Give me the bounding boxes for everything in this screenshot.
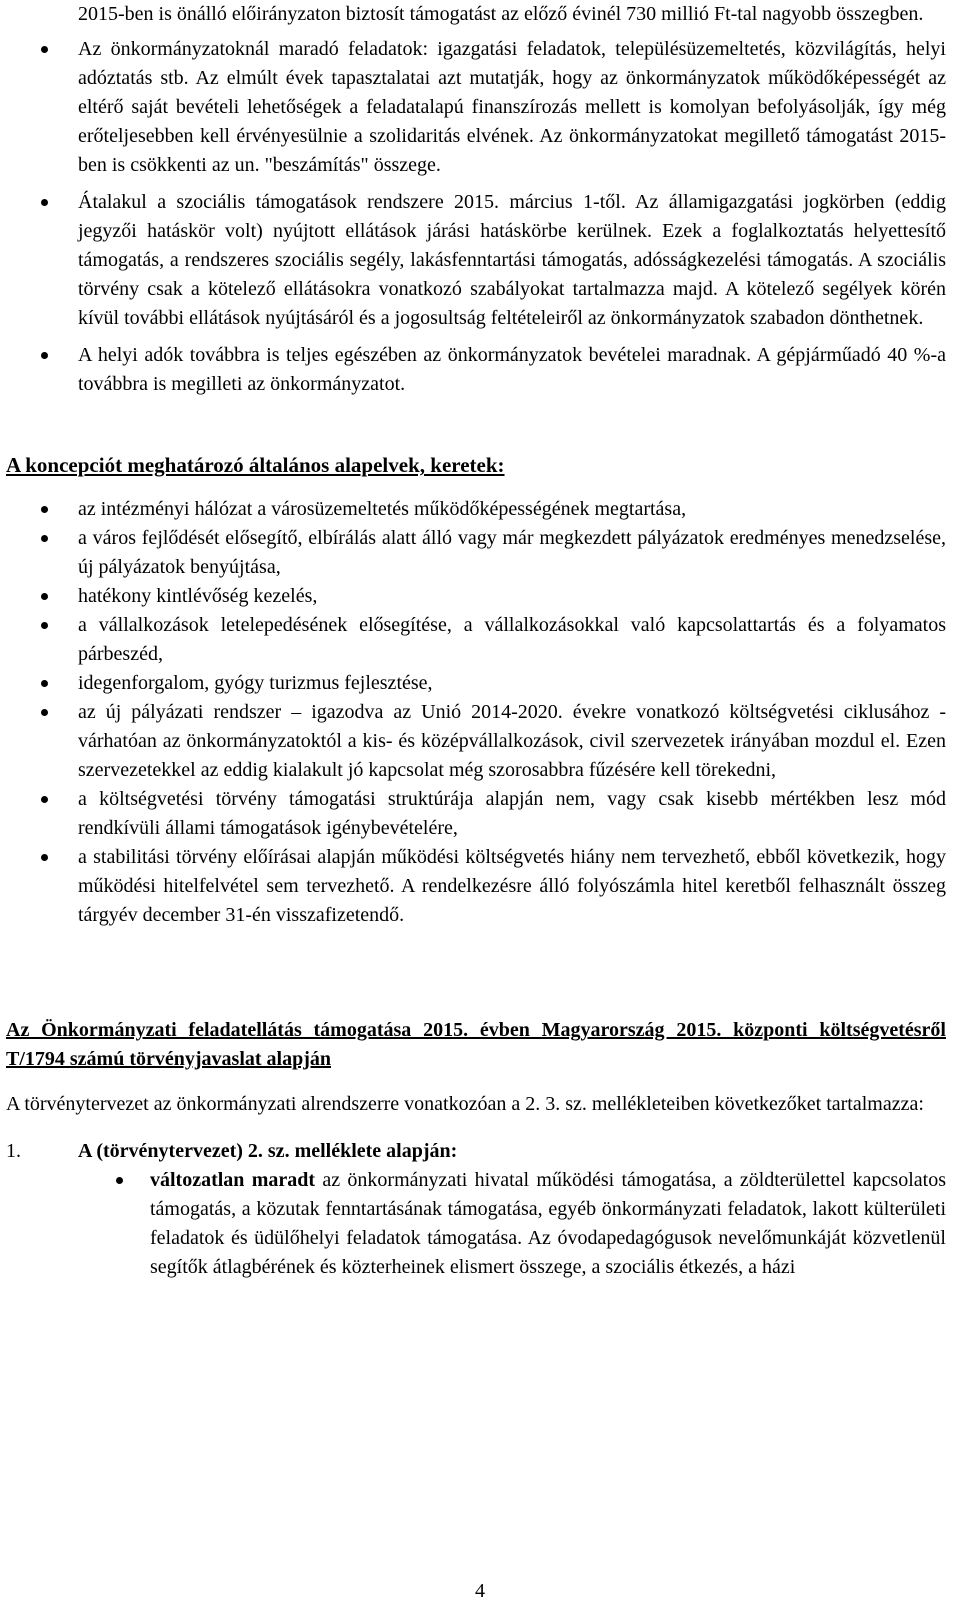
list-item: A helyi adók továbbra is teljes egészében az önkormányzatok bevételei maradnak. A gépjárműadó 40 %-a továbbra is megilleti az önkormányzatot.: [6, 341, 946, 399]
list-item: idegenforgalom, gyógy turizmus fejlesztése,: [6, 669, 946, 698]
support-heading: Az Önkormányzati feladatellátás támogatása 2015. évben Magyarország 2015. központi költségvetésről T/1794 számú törvényjavaslat alapján: [6, 1019, 946, 1070]
page-number: 4: [475, 1580, 485, 1602]
principles-list: [6, 495, 946, 930]
intro-bullet-list: [6, 35, 946, 399]
support-intro: A törvénytervezet az önkormányzati alrendszerre vonatkozóan a 2. 3. sz. mellékleteiben következőket tartalmazza:: [6, 1093, 924, 1115]
intro-continuation: 2015-ben is önálló előirányzaton biztosít támogatást az előző évinél 730 millió Ft-tal nagyobb összegben.: [78, 3, 924, 25]
list-item: az új pályázati rendszer – igazodva az Unió 2014-2020. évekre vonatkozó költségvetési ciklusához - várhatóan az önkormányzatoktól a kis- és középvállalkozások, civil szervezetek irányában mozdul el. Ezen szervezetekkel az eddig kialakult jó kapcsolat még szorosabbra fűzésére kell törekedni,: [6, 698, 946, 785]
list-item: a vállalkozások letelepedésének elősegítése, a vállalkozásokkal való kapcsolattartás és a folyamatos párbeszéd,: [6, 611, 946, 669]
list-item: Átalakul a szociális támogatások rendszere 2015. március 1-től. Az államigazgatási jogkörben (eddig jegyzői hatáskör volt) nyújtott ellátások járási hatáskörbe kerülnek. Ezek a foglalkoztatás helyettesítő támogatás, a rendszeres szociális segély, lakásfenntartási támogatás, adósságkezelési támogatás. A szociális törvény csak a kötelező ellátásokra vonatkozó szabályokat tartalmazza majd. A kötelező segélyek körén kívül további ellátások nyújtásáról és a jogosultság feltételeiről az önkormányzatok szabadon dönthetnek.: [6, 188, 946, 333]
list-item: Az önkormányzatoknál maradó feladatok: igazgatási feladatok, településüzemeltetés, közvilágítás, helyi adóztatás stb. Az elmúlt évek tapasztalatai azt mutatják, hogy az önkormányzatok működőképességét az eltérő saját bevételi lehetőségek a feladatalapú finanszírozás mellett is komolyan befolyásolják, így még erőteljesebben kell érvényesülnie a szolidaritás elvének. Az önkormányzatokat megillető támogatást 2015-ben is csökkenti az un. "beszámítás" összege.: [6, 35, 946, 180]
list-item: hatékony kintlévőség kezelés,: [6, 582, 946, 611]
list-item: a stabilitási törvény előírásai alapján működési költségvetés hiány nem tervezhető, ebből következik, hogy működési hitelfelvétel sem tervezhető. A rendelkezésre álló folyószámla hitel keretből felhasznált összeg tárgyév december 31-én visszafizetendő.: [6, 843, 946, 930]
list-item: a költségvetési törvény támogatási struktúrája alapján nem, vagy csak kisebb mértékben lesz mód rendkívüli állami támogatások igénybevételére,: [6, 785, 946, 843]
list-item: az intézményi hálózat a városüzemeltetés működőképességének megtartása,: [6, 495, 946, 524]
item-number: 1.: [6, 1140, 21, 1162]
list-item: [6, 1166, 946, 1282]
list-item: a város fejlődését elősegítő, elbírálás alatt álló vagy már megkezdett pályázatok eredményes menedzselése, új pályázatok benyújtása,: [6, 524, 946, 582]
item-title: A (törvénytervezet) 2. sz. melléklete alapján:: [78, 1140, 458, 1162]
sub-bullet-list: [6, 1166, 946, 1282]
numbered-item: [6, 1137, 946, 1166]
document-page: [6, 0, 946, 1282]
principles-heading: A koncepciót meghatározó általános alapelvek, keretek:: [6, 453, 505, 477]
sub-item-text: az önkormányzati hivatal működési támogatása, a zöldterülettel kapcsolatos támogatás, a közutak fenntartásának támogatása, egyéb önkormányzati feladatok, lakott külterületi feladatok és üdülőhelyi feladatok támogatása. Az óvodapedagógusok nevelőmunkáját közvetlenül segítők átlagbérének és közterheinek elismert összege, a szociális étkezés, a házi: [150, 1169, 946, 1278]
bold-phrase: változatlan maradt: [150, 1169, 316, 1191]
